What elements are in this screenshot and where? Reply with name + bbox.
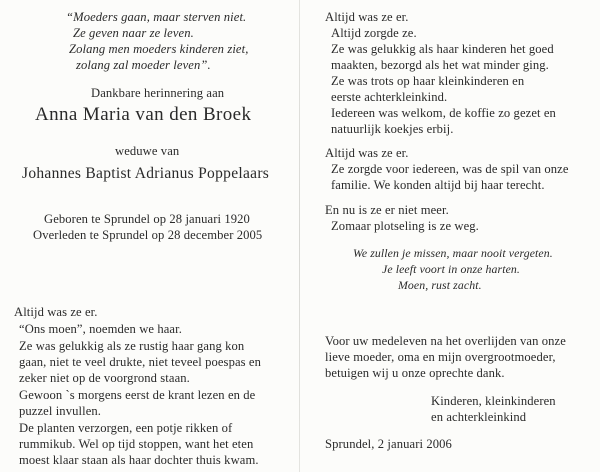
poem-line: zolang zal moeder leven”.	[76, 58, 211, 72]
paragraph-line: eerste achterkleinkind.	[331, 90, 448, 104]
story-line: Altijd was ze er.	[14, 305, 98, 319]
verse-line: Moen, rust zacht.	[398, 278, 482, 292]
story-line: zeker niet op de voorgrond staan.	[19, 371, 190, 385]
story-line: gaan, niet te veel drukte, niet teveel poespas en	[19, 355, 261, 369]
paragraph-line: Iedereen was welkom, de koffie zo gezet en	[331, 106, 556, 120]
paragraph-line: Ze zorgde voor iedereen, was de spil van onze	[331, 162, 569, 176]
paragraph-line: En nu is ze er niet meer.	[325, 203, 449, 217]
thanks-line: Voor uw medeleven na het overlijden van onze	[325, 334, 566, 348]
signature-line: Kinderen, kleinkinderen	[431, 394, 556, 408]
paragraph-line: natuurlijk koekjes erbij.	[331, 122, 454, 136]
thanks-line: betuigen wij u onze oprechte dank.	[325, 366, 505, 380]
poem-line: Zolang men moeders kinderen ziet,	[69, 42, 249, 56]
husband-name: Johannes Baptist Adrianus Poppelaars	[22, 165, 270, 182]
poem-line: Ze geven naar ze leven.	[73, 26, 194, 40]
story-line: Ze was gelukkig als ze rustig haar gang kon	[19, 339, 245, 353]
birth-line: Geboren te Sprundel op 28 januari 1920	[44, 212, 250, 226]
paragraph-line: Zomaar plotseling is ze weg.	[331, 219, 479, 233]
poem-line: “Moeders gaan, maar sterven niet.	[66, 10, 247, 24]
story-line: “Ons moen”, noemden we haar.	[19, 322, 182, 336]
death-line: Overleden te Sprundel op 28 december 2005	[33, 228, 263, 242]
signature-line: en achterkleinkind	[431, 410, 527, 424]
right-panel	[300, 0, 600, 472]
story-line: Gewoon `s morgens eerst de krant lezen en de	[19, 388, 256, 402]
paragraph-line: Altijd was ze er.	[325, 10, 409, 24]
story-line: rummikub. Wel op tijd stoppen, want het eten	[19, 437, 254, 451]
verse-line: We zullen je missen, maar nooit vergeten.	[353, 246, 553, 260]
story-line: moest klaar staan als haar dochter thuis kwam.	[19, 453, 259, 467]
paragraph-line: familie. We konden altijd bij haar terecht.	[331, 178, 545, 192]
widow-of-text: weduwe van	[115, 144, 180, 158]
paragraph-line: maakten, bezorgd als het wat minder ging.	[331, 58, 549, 72]
paragraph-line: Altijd was ze er.	[325, 146, 409, 160]
verse-line: Je leeft voort in onze harten.	[382, 262, 520, 276]
remembrance-text: Dankbare herinnering aan	[91, 86, 225, 100]
paragraph-line: Altijd zorgde ze.	[331, 26, 417, 40]
paragraph-line: Ze was gelukkig als haar kinderen het goed	[331, 42, 554, 56]
paragraph-line: Ze was trots op haar kleinkinderen en	[331, 74, 525, 88]
story-line: puzzel invullen.	[19, 404, 102, 418]
deceased-name: Anna Maria van den Broek	[35, 104, 252, 125]
story-line: De planten verzorgen, een potje rikken of	[19, 421, 233, 435]
place-date: Sprundel, 2 januari 2006	[325, 437, 452, 451]
thanks-line: lieve moeder, oma en mijn overgrootmoeder,	[325, 350, 556, 364]
